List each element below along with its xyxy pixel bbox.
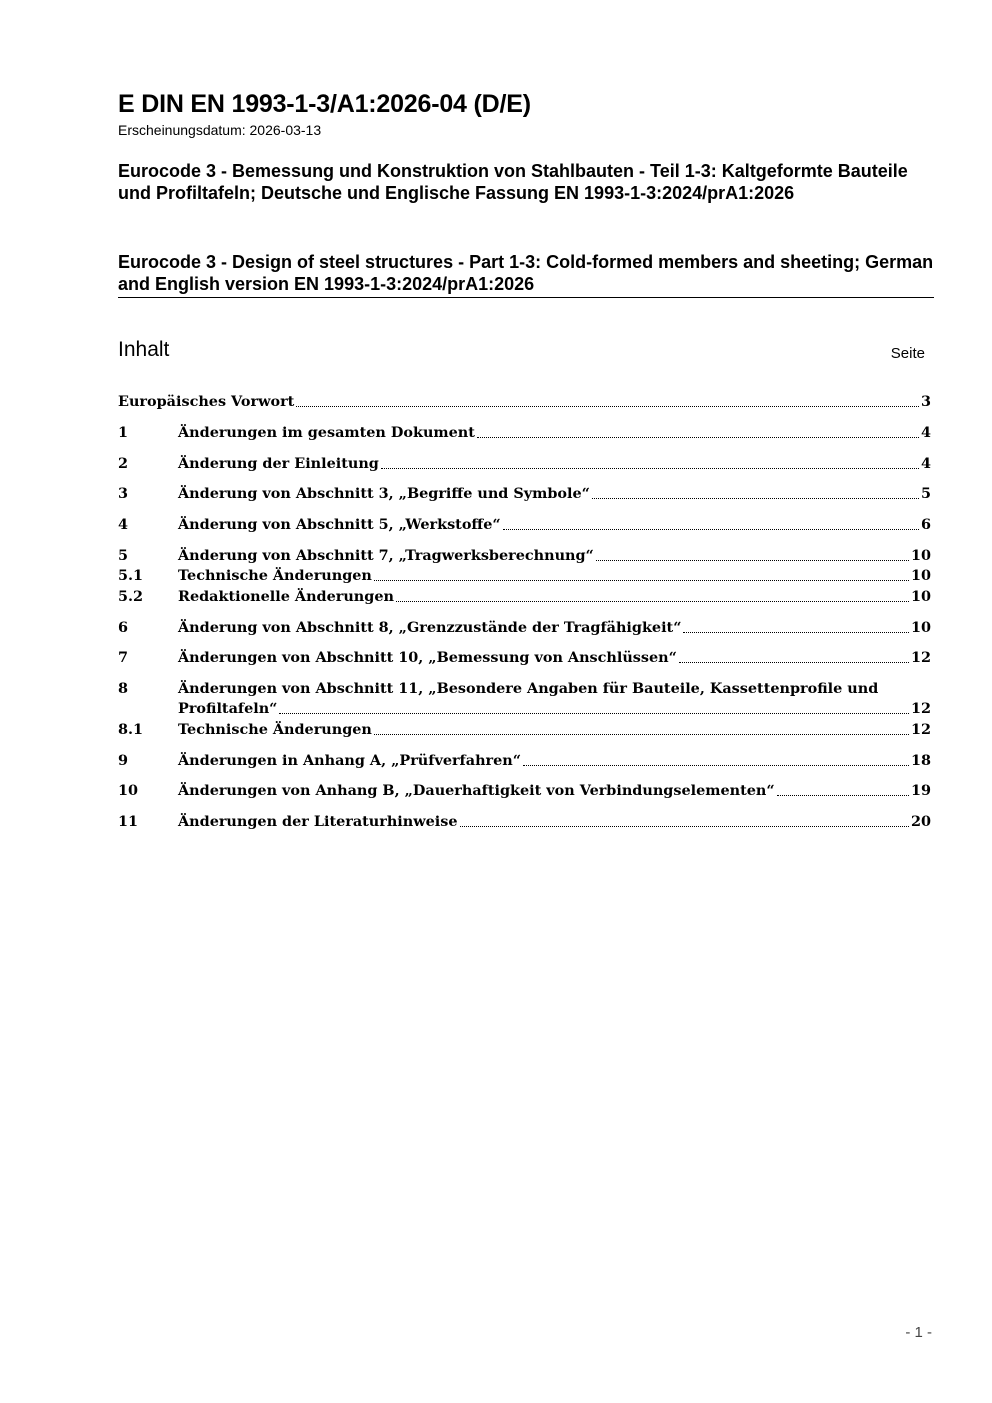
toc-entry-page: 12 <box>910 700 931 717</box>
toc-entry-number: 2 <box>118 455 129 472</box>
toc-entry-page: 4 <box>920 455 931 472</box>
toc-entry-page: 10 <box>910 547 931 564</box>
toc-entry-number: 3 <box>118 485 129 502</box>
toc-leader-dots <box>477 437 919 438</box>
toc-entry-page: 10 <box>910 588 931 605</box>
toc-entry-title: Europäisches Vorwort <box>118 393 295 410</box>
toc-entry-page: 10 <box>910 567 931 584</box>
toc-entry-title: Änderung von Abschnitt 3, „Begriffe und Symbole“ <box>178 485 590 502</box>
toc-entry-page: 12 <box>910 721 931 738</box>
toc-page-column-label: Seite <box>890 345 925 362</box>
toc-entry-title: Änderungen von Abschnitt 11, „Besondere Angaben für Bauteile, Kassettenprofile und <box>178 680 879 697</box>
toc-entry-title: Änderungen von Abschnitt 10, „Bemessung von Anschlüssen“ <box>178 649 677 666</box>
toc-entry-title: Technische Änderungen <box>178 721 372 738</box>
toc-entry-title: Redaktionelle Änderungen <box>178 588 394 605</box>
toc-leader-dots <box>279 713 909 714</box>
toc-leader-dots <box>523 765 909 766</box>
toc-entry-page: 3 <box>920 393 931 410</box>
title-german: Eurocode 3 - Bemessung und Konstruktion von Stahlbauten - Teil 1-3: Kaltgeformte Bauteile und Profiltafeln; Deutsche und Englische Fassung EN 1993-1-3:2024/prA1:2026 <box>118 161 908 203</box>
toc-entry-title: Änderungen von Anhang B, „Dauerhaftigkeit von Verbindungselementen“ <box>178 782 775 799</box>
toc-leader-dots <box>296 406 919 407</box>
toc-entry-page: 5 <box>920 485 931 502</box>
toc-heading: Inhalt <box>118 338 170 361</box>
document-id: E DIN EN 1993-1-3/A1:2026-04 (D/E) <box>118 90 531 118</box>
toc-entry-number: 11 <box>118 813 139 830</box>
toc-entry-number: 7 <box>118 649 129 666</box>
toc-entry-title-continued: Profiltafeln“ <box>178 700 278 717</box>
toc-entry-page: 4 <box>920 424 931 441</box>
toc-leader-dots <box>374 734 909 735</box>
toc-entry-number: 10 <box>118 782 139 799</box>
toc-leader-dots <box>374 580 909 581</box>
toc-entry-number: 6 <box>118 619 129 636</box>
toc-entry-8[interactable] <box>118 679 931 719</box>
toc-leader-dots <box>596 560 909 561</box>
toc-entry-number: 1 <box>118 424 129 441</box>
toc-entry-page: 18 <box>910 752 931 769</box>
toc-entry-number: 5 <box>118 547 129 564</box>
page-number: - 1 - <box>905 1324 932 1341</box>
toc-entry-number: 8 <box>118 680 129 697</box>
toc-entry-title: Änderung von Abschnitt 5, „Werkstoffe“ <box>178 516 501 533</box>
toc-entry-title: Änderung von Abschnitt 8, „Grenzzustände der Tragfähigkeit“ <box>178 619 682 636</box>
toc-entry-number: 4 <box>118 516 129 533</box>
toc-entry-title: Änderungen der Literaturhinweise <box>178 813 458 830</box>
toc-entry-number: 5.2 <box>118 588 144 605</box>
toc-entry-page: 20 <box>910 813 931 830</box>
toc-entry-number: 9 <box>118 752 129 769</box>
toc-leader-dots <box>592 498 919 499</box>
title-divider <box>118 297 934 298</box>
toc-entry-number: 8.1 <box>118 721 144 738</box>
toc-entry-page: 6 <box>920 516 931 533</box>
title-english: Eurocode 3 - Design of steel structures - Part 1-3: Cold-formed members and sheeting; German and English version EN 1993-1-3:2024/prA1:2026 <box>118 252 934 294</box>
toc-entry-title: Änderung von Abschnitt 7, „Tragwerksberechnung“ <box>178 547 594 564</box>
toc-entry-title: Änderungen in Anhang A, „Prüfverfahren“ <box>178 752 522 769</box>
toc-entry-title: Technische Änderungen <box>178 567 372 584</box>
toc-leader-dots <box>381 468 919 469</box>
toc-leader-dots <box>683 632 908 633</box>
toc-leader-dots <box>503 529 919 530</box>
toc-entry-title: Änderung der Einleitung <box>178 455 379 472</box>
publication-date: Erscheinungsdatum: 2026-03-13 <box>118 122 322 138</box>
toc-leader-dots <box>396 601 909 602</box>
toc-entry-number: 5.1 <box>118 567 144 584</box>
toc-entry-page: 10 <box>910 619 931 636</box>
toc-leader-dots <box>460 826 909 827</box>
toc-entry-title: Änderungen im gesamten Dokument <box>178 424 475 441</box>
toc-leader-dots <box>777 795 909 796</box>
toc-entry-page: 12 <box>910 649 931 666</box>
toc-leader-dots <box>679 662 909 663</box>
toc-entry-page: 19 <box>910 782 931 799</box>
